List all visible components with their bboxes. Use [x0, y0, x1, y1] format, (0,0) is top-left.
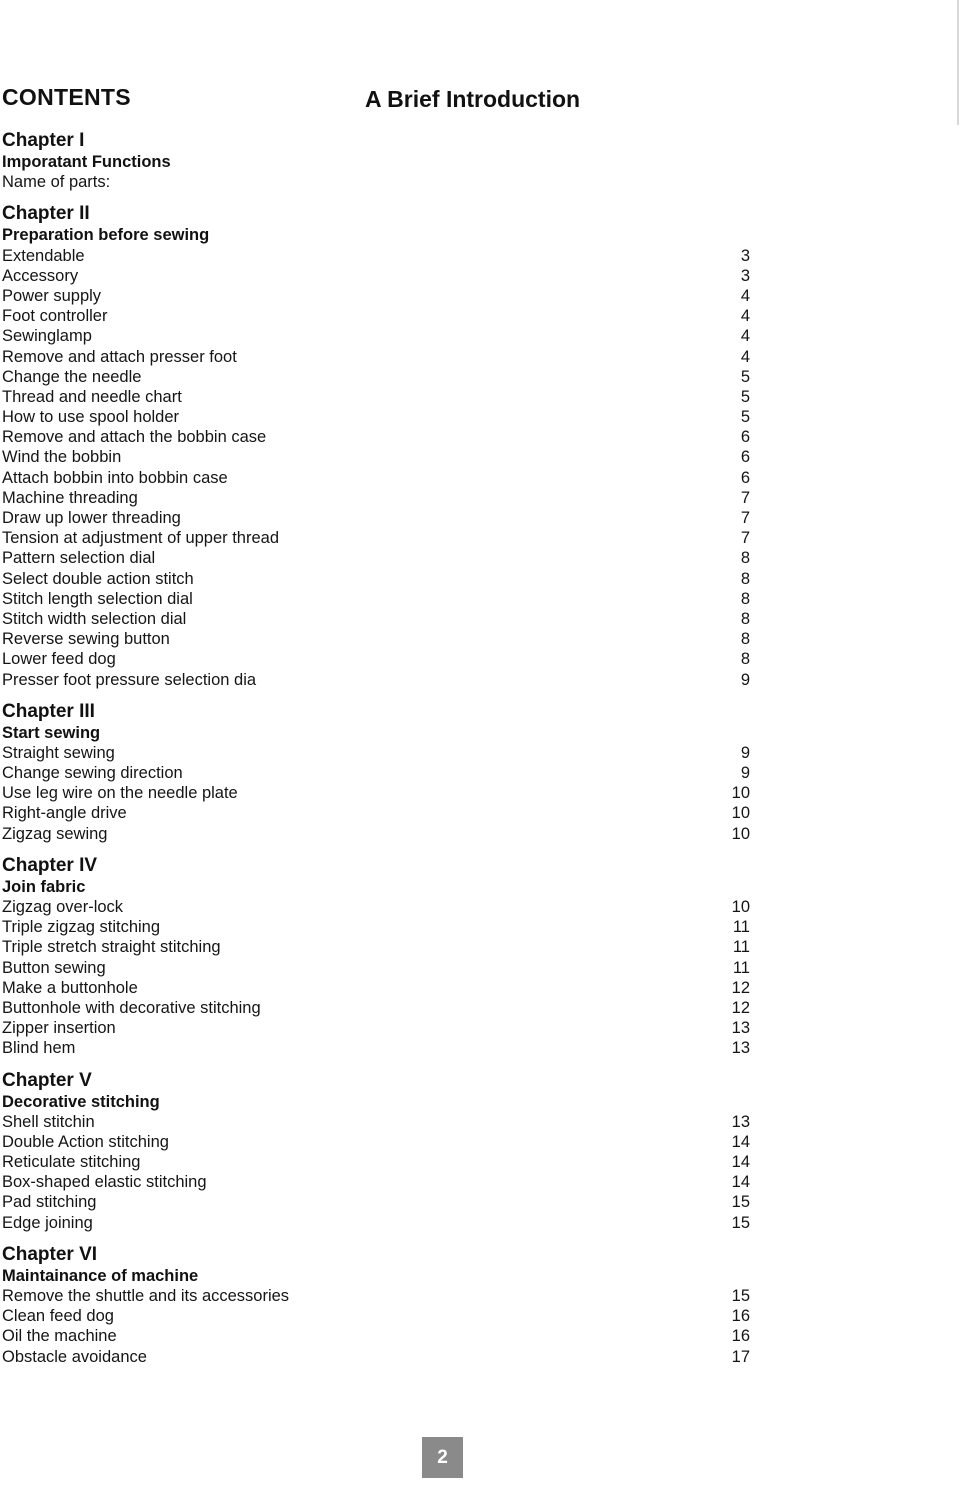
toc-entry-page: 5 [740, 387, 750, 406]
toc-entry-title: Presser foot pressure selection dia [2, 670, 257, 689]
toc-entry-page: 4 [740, 307, 750, 326]
toc-entry-page: 10 [731, 824, 750, 843]
toc-entry-page: 12 [731, 978, 750, 997]
toc-entry-title: Draw up lower threading [2, 509, 181, 527]
toc-entry-title: Stitch width selection dial [2, 609, 187, 628]
toc-entry-page: 12 [731, 998, 750, 1017]
intro-title: A Brief Introduction [365, 86, 581, 112]
toc-entry [2, 407, 750, 427]
toc-entry-title: Remove and attach presser foot [2, 347, 237, 366]
toc-entry-page: 13 [731, 1112, 750, 1131]
toc-entry-title: Box-shaped elastic stitching [2, 1173, 207, 1192]
toc-entry-page: 11 [732, 958, 750, 977]
toc-entry [2, 266, 750, 286]
chapter-subtitle: Preparation before sewing [2, 226, 210, 245]
toc-entry [2, 1112, 750, 1132]
toc-entry-title: Machine threading [2, 488, 138, 507]
chapter-heading: Chapter II [2, 203, 90, 225]
toc-entry-page: 8 [740, 609, 750, 628]
toc-entry [2, 937, 750, 957]
toc-entry-page: 13 [731, 1019, 750, 1038]
toc-entry [2, 347, 750, 367]
contents-title: CONTENTS [2, 84, 131, 110]
chapter-subtitle: Imporatant Functions [2, 153, 171, 171]
toc-entry-page: 8 [740, 650, 750, 669]
chapter-subtitle: Decorative stitching [2, 1092, 160, 1111]
toc-entry-title: Pattern selection dial [2, 549, 156, 568]
toc-entry-title: Zipper insertion [2, 1019, 116, 1038]
toc-entry-title: Straight sewing [2, 743, 115, 762]
chapter-section [2, 854, 750, 1059]
toc-entry-title: Pad stitching [2, 1193, 97, 1212]
chapter-subtitle: Start sewing [2, 723, 101, 742]
toc-entry [2, 917, 750, 937]
toc-entry-page: 16 [731, 1327, 750, 1346]
toc-entry-page: 13 [731, 1039, 750, 1058]
toc-entry-title: Make a buttonhole [2, 978, 138, 997]
toc-entry [2, 763, 750, 783]
chapter-heading: Chapter VI [2, 1243, 98, 1265]
chapter-subtitle: Maintainance of machine [2, 1266, 199, 1285]
toc-entry-page: 10 [731, 898, 750, 916]
toc-entry-title: Thread and needle chart [2, 387, 182, 406]
toc-entry-page: 3 [740, 246, 750, 265]
toc-entry-page: 7 [740, 509, 750, 527]
toc-entry-title: Double Action stitching [2, 1132, 169, 1151]
toc-entry [2, 1132, 750, 1152]
toc-entry [2, 649, 750, 669]
toc-entry-page: 3 [740, 266, 750, 285]
chapter-section [2, 700, 750, 844]
toc-entry [2, 427, 750, 447]
toc-entry-page: 15 [731, 1193, 750, 1212]
page-edge-divider [957, 0, 959, 125]
toc-entry [2, 1306, 750, 1326]
toc-entry-page: 6 [740, 428, 750, 447]
toc-entry-page: 7 [740, 529, 750, 548]
toc-entry-title: Change the needle [2, 367, 142, 386]
toc-entry-title: Triple stretch straight stitching [2, 938, 221, 957]
toc-entry-title: Zigzag sewing [2, 824, 108, 843]
toc-entry-title: Attach bobbin into bobbin case [2, 468, 228, 487]
toc-entry-title: Reverse sewing button [2, 630, 170, 649]
toc-entry [2, 589, 750, 609]
toc-entry-page: 9 [740, 670, 750, 689]
chapter-heading: Chapter III [2, 700, 95, 722]
toc-entry-page: 9 [740, 743, 750, 762]
toc-entry [2, 1018, 750, 1038]
toc-entry [2, 958, 750, 978]
toc-entry-title: Lower feed dog [2, 650, 116, 669]
toc-entry-title: Wind the bobbin [2, 448, 122, 467]
toc-entry-title: Select double action stitch [2, 569, 194, 588]
toc-entry-title: Sewinglamp [2, 327, 92, 346]
toc-entry [2, 1326, 750, 1346]
toc-entry-title: Use leg wire on the needle plate [2, 784, 238, 803]
toc-entry [2, 897, 750, 917]
toc-entry-title: Edge joining [2, 1213, 93, 1232]
toc-entry-title: Buttonhole with decorative stitching [2, 998, 261, 1017]
toc-entry [2, 609, 750, 629]
chapter-section [2, 1069, 750, 1233]
toc-entry [2, 1286, 750, 1306]
toc-entry-title: Remove the shuttle and its accessories [2, 1287, 290, 1305]
toc-entry-title: Triple zigzag stitching [2, 918, 161, 937]
toc-entry [2, 629, 750, 649]
toc-entry-title: Zigzag over-lock [2, 898, 124, 916]
toc-entry-page: 10 [731, 784, 750, 803]
toc-entry-page: 10 [731, 804, 750, 823]
toc-entry-title: Right-angle drive [2, 804, 127, 823]
toc-entry [2, 246, 750, 266]
toc-entry-page: 14 [731, 1153, 750, 1172]
toc-entry [2, 387, 750, 407]
toc-entry-page: 8 [740, 569, 750, 588]
toc-entry-page: 7 [740, 488, 750, 507]
toc-entry-page: 15 [731, 1213, 750, 1232]
toc-entry [2, 1347, 750, 1367]
toc-entry [2, 468, 750, 488]
toc-entry-title: Button sewing [2, 958, 106, 977]
toc-entry-page: 4 [740, 347, 750, 366]
toc-entry [2, 548, 750, 568]
toc-entry [2, 783, 750, 803]
toc-entry [2, 1192, 750, 1212]
toc-entry [2, 488, 750, 508]
toc-entry-page: 8 [740, 589, 750, 608]
toc-entry-page: 5 [740, 408, 750, 427]
toc-entry [2, 824, 750, 844]
toc-entry-title: Blind hem [2, 1039, 76, 1058]
toc-entry-title: Shell stitchin [2, 1112, 95, 1131]
toc-entry [2, 670, 750, 690]
toc-entry-title: Name of parts: [2, 173, 111, 192]
toc-entry [2, 803, 750, 823]
toc-entry-page: 8 [740, 630, 750, 649]
toc-entry [2, 172, 750, 192]
toc-entry [2, 1152, 750, 1172]
toc-entry [2, 569, 750, 589]
toc-entry-title: Remove and attach the bobbin case [2, 428, 267, 447]
toc-entry-page: 14 [731, 1173, 750, 1192]
toc-entry-page: 6 [740, 448, 750, 467]
toc-entry-page [720, 172, 750, 192]
toc-entry [2, 306, 750, 326]
toc-entry-title: How to use spool holder [2, 408, 180, 427]
toc-entry-page: 17 [731, 1347, 750, 1366]
toc-entry-page: 14 [731, 1132, 750, 1151]
toc-entry-title: Obstacle avoidance [2, 1347, 147, 1366]
toc-entry [2, 326, 750, 346]
toc-entry-page: 11 [732, 938, 750, 957]
chapter-heading: Chapter I [2, 130, 85, 151]
toc-entry [2, 1213, 750, 1233]
toc-entry-page: 11 [732, 918, 750, 937]
table-of-contents [2, 129, 750, 1377]
toc-entry-title: Clean feed dog [2, 1307, 114, 1326]
toc-entry-page: 4 [740, 286, 750, 305]
toc-entry-title: Oil the machine [2, 1327, 117, 1346]
toc-entry-page: 5 [740, 367, 750, 386]
toc-entry [2, 367, 750, 387]
toc-entry-title: Power supply [2, 286, 102, 305]
chapter-section [2, 202, 750, 689]
toc-entry [2, 978, 750, 998]
toc-entry-title: Stitch length selection dial [2, 589, 193, 608]
toc-entry-page: 4 [740, 327, 750, 346]
toc-entry-title: Accessory [2, 266, 79, 285]
toc-entry-title: Reticulate stitching [2, 1153, 141, 1172]
toc-entry [2, 286, 750, 306]
toc-entry [2, 528, 750, 548]
toc-entry-page: 8 [740, 549, 750, 568]
toc-entry-page: 15 [731, 1287, 750, 1305]
chapter-heading: Chapter IV [2, 854, 98, 876]
toc-entry-title: Change sewing direction [2, 764, 183, 783]
chapter-section [2, 1243, 750, 1367]
toc-entry-page: 16 [731, 1307, 750, 1326]
chapter-subtitle: Join fabric [2, 877, 86, 896]
chapter-section [2, 129, 750, 192]
toc-entry-title: Tension at adjustment of upper thread [2, 529, 280, 548]
toc-entry [2, 998, 750, 1018]
toc-entry-title: Extendable [2, 246, 85, 265]
chapter-heading: Chapter V [2, 1069, 92, 1091]
toc-entry [2, 743, 750, 763]
page-number: 2 [422, 1437, 463, 1478]
toc-entry [2, 508, 750, 528]
toc-entry [2, 1038, 750, 1058]
toc-entry-title: Foot controller [2, 307, 108, 326]
toc-entry [2, 1172, 750, 1192]
toc-entry [2, 447, 750, 467]
toc-entry-page: 6 [740, 468, 750, 487]
toc-entry-page: 9 [740, 764, 750, 783]
